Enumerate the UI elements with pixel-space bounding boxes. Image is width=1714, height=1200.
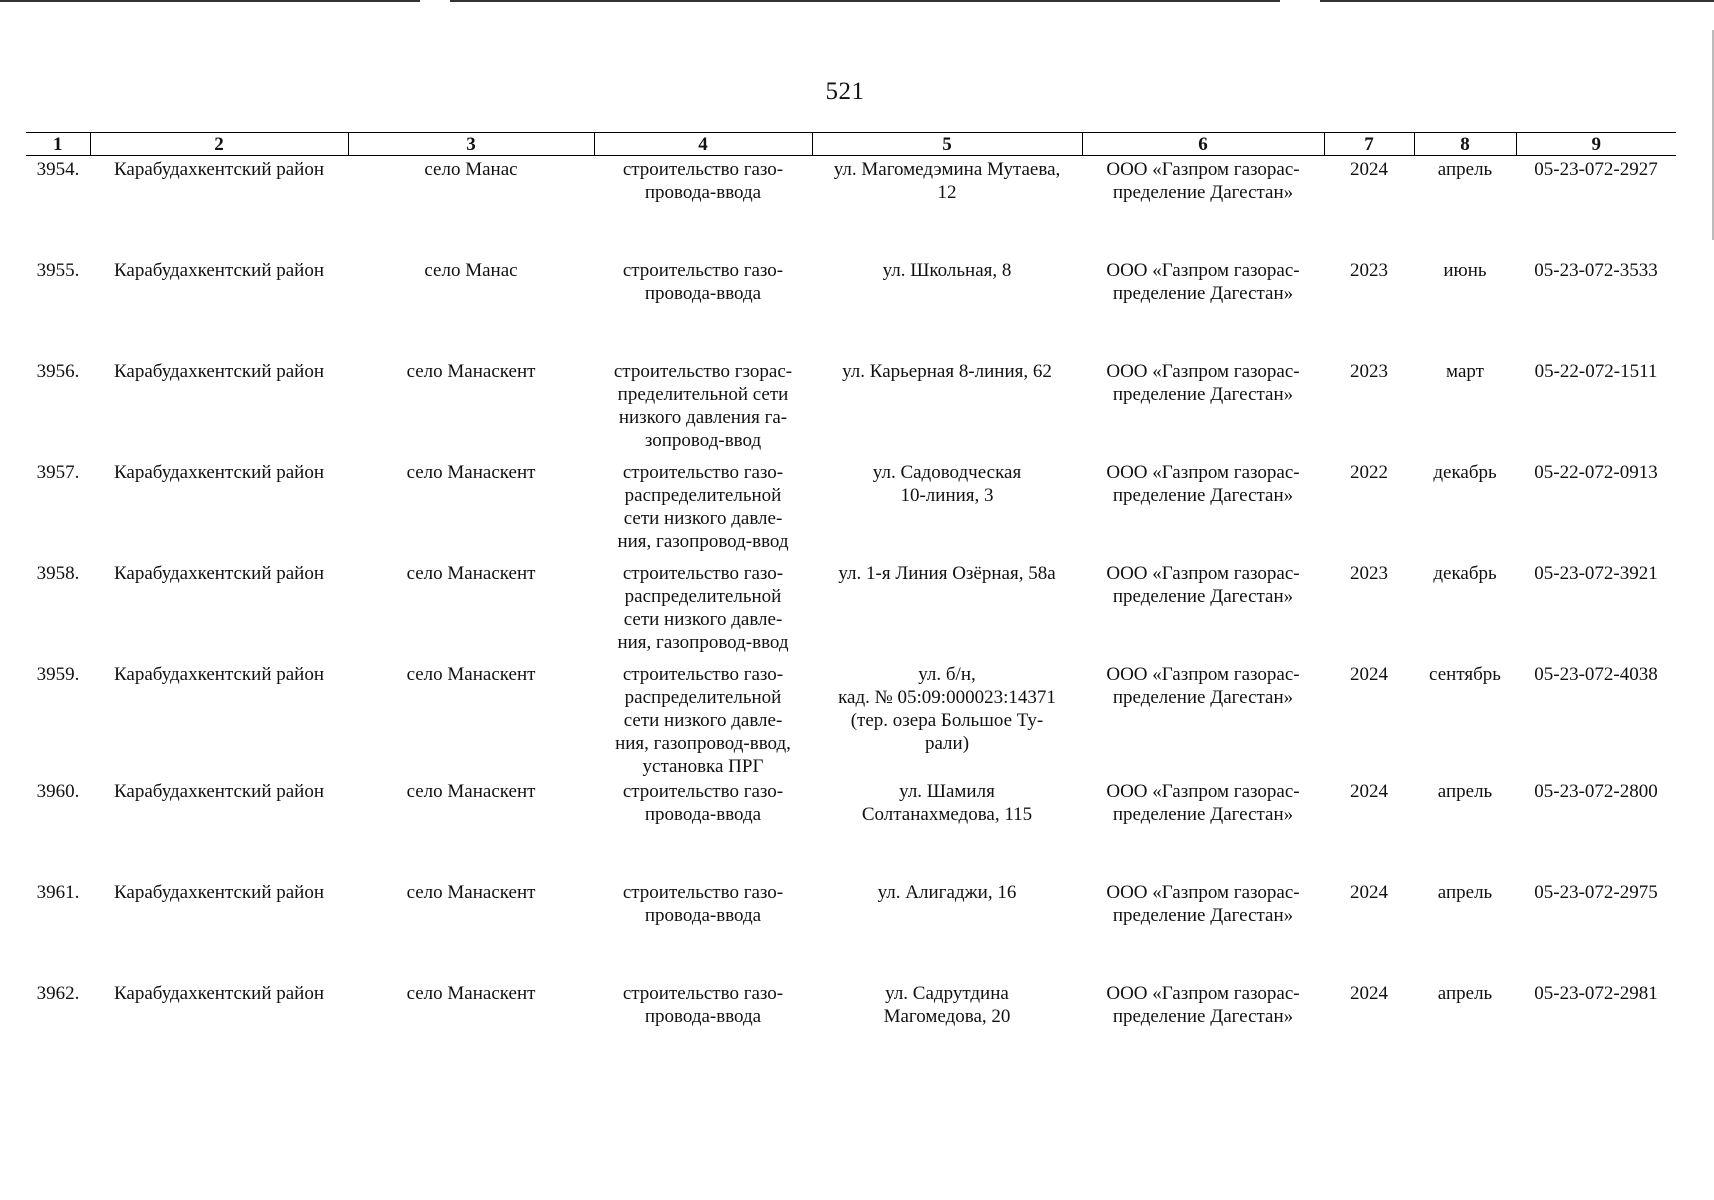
month-value: июнь bbox=[1443, 259, 1487, 281]
locality-name: село Манаскент bbox=[406, 360, 536, 382]
locality-name: село Манаскент bbox=[406, 562, 536, 584]
column-number-header: 7 bbox=[1324, 133, 1414, 156]
row-number: 3962. bbox=[36, 982, 80, 1004]
registry-code: 05-23-072-3921 bbox=[1534, 562, 1658, 584]
column-number-header: 5 bbox=[812, 133, 1082, 156]
row-number: 3956. bbox=[36, 360, 80, 382]
operator-name: ООО «Газпром газорас- пределение Дагестан» bbox=[1106, 562, 1300, 607]
year-value: 2024 bbox=[1350, 663, 1388, 685]
page-number: 521 bbox=[825, 78, 865, 105]
scan-edge-line bbox=[0, 0, 420, 2]
street-address: ул. Алигаджи, 16 bbox=[877, 881, 1017, 903]
work-type: строительство газо- провода-ввода bbox=[622, 881, 784, 926]
table-row bbox=[26, 459, 1676, 560]
work-type: строительство газо- провода-ввода bbox=[622, 259, 784, 304]
year-value: 2024 bbox=[1350, 780, 1388, 802]
street-address: ул. Садоводческая 10-линия, 3 bbox=[872, 461, 1022, 506]
row-number: 3961. bbox=[36, 881, 80, 903]
operator-name: ООО «Газпром газорас- пределение Дагестан» bbox=[1106, 461, 1300, 506]
column-number-row bbox=[26, 133, 1676, 156]
row-number: 3959. bbox=[36, 663, 80, 685]
operator-name: ООО «Газпром газорас- пределение Дагестан» bbox=[1106, 360, 1300, 405]
street-address: ул. Шамиля Солтанахмедова, 115 bbox=[861, 780, 1033, 825]
work-type: строительство гзорас- пределительной сети низкого давления га- зопровод-ввод bbox=[613, 360, 793, 451]
work-type: строительство газо- провода-ввода bbox=[622, 982, 784, 1027]
work-type: строительство газо- распределительной сети низкого давле- ния, газопровод-ввод, установка ПРГ bbox=[615, 663, 791, 777]
registry-code: 05-23-072-2975 bbox=[1534, 881, 1658, 903]
month-value: декабрь bbox=[1433, 562, 1497, 584]
registry-code: 05-22-072-0913 bbox=[1534, 461, 1658, 483]
table-row bbox=[26, 879, 1676, 980]
locality-name: село Манаскент bbox=[406, 663, 536, 685]
registry-code: 05-23-072-4038 bbox=[1534, 663, 1658, 685]
district-name: Карабудахкентский район bbox=[113, 461, 325, 483]
year-value: 2023 bbox=[1350, 562, 1388, 584]
work-type: строительство газо- распределительной сети низкого давле- ния, газопровод-ввод bbox=[617, 461, 789, 552]
locality-name: село Манас bbox=[424, 159, 518, 180]
district-name: Карабудахкентский район bbox=[113, 259, 325, 281]
district-name: Карабудахкентский район bbox=[113, 360, 325, 382]
street-address: ул. б/н, кад. № 05:09:000023:14371 (тер. озера Большое Ту- рали) bbox=[838, 663, 1056, 754]
district-name: Карабудахкентский район bbox=[113, 780, 325, 802]
column-number-header: 6 bbox=[1082, 133, 1324, 156]
column-number-header: 2 bbox=[90, 133, 348, 156]
month-value: март bbox=[1446, 360, 1484, 382]
registry-code: 05-23-072-3533 bbox=[1534, 259, 1658, 281]
work-type: строительство газо- провода-ввода bbox=[622, 780, 784, 825]
year-value: 2024 bbox=[1350, 982, 1388, 1004]
registry-body bbox=[26, 156, 1676, 1081]
district-name: Карабудахкентский район bbox=[113, 159, 325, 180]
locality-name: село Манаскент bbox=[406, 982, 536, 1004]
month-value: декабрь bbox=[1433, 461, 1497, 483]
operator-name: ООО «Газпром газорас- пределение Дагестан» bbox=[1106, 881, 1300, 926]
registry-code: 05-23-072-2800 bbox=[1534, 780, 1658, 802]
column-number-header: 1 bbox=[26, 133, 90, 156]
month-value: сентябрь bbox=[1429, 663, 1501, 685]
registry-code: 05-23-072-2981 bbox=[1534, 982, 1658, 1004]
street-address: ул. 1-я Линия Озёрная, 58а bbox=[838, 562, 1056, 584]
locality-name: село Манаскент bbox=[406, 461, 536, 483]
row-number: 3955. bbox=[36, 259, 80, 281]
operator-name: ООО «Газпром газорас- пределение Дагестан» bbox=[1106, 780, 1300, 825]
table-row bbox=[26, 560, 1676, 661]
street-address: ул. Садрутдина Магомедова, 20 bbox=[883, 982, 1011, 1027]
operator-name: ООО «Газпром газорас- пределение Дагестан» bbox=[1106, 982, 1300, 1027]
locality-name: село Манаскент bbox=[406, 780, 536, 802]
locality-name: село Манаскент bbox=[406, 881, 536, 903]
year-value: 2024 bbox=[1350, 881, 1388, 903]
street-address: ул. Карьерная 8-линия, 62 bbox=[842, 360, 1052, 382]
year-value: 2023 bbox=[1350, 259, 1388, 281]
row-number: 3957. bbox=[36, 461, 80, 483]
district-name: Карабудахкентский район bbox=[113, 982, 325, 1004]
month-value: апрель bbox=[1437, 982, 1493, 1004]
table-row bbox=[26, 661, 1676, 778]
column-number-header: 8 bbox=[1414, 133, 1516, 156]
row-number: 3960. bbox=[36, 780, 80, 802]
registry-code: 05-22-072-1511 bbox=[1534, 360, 1658, 382]
table-row bbox=[26, 980, 1676, 1081]
operator-name: ООО «Газпром газорас- пределение Дагестан» bbox=[1106, 159, 1300, 203]
street-address: ул. Школьная, 8 bbox=[882, 259, 1012, 281]
column-number-header: 9 bbox=[1516, 133, 1676, 156]
district-name: Карабудахкентский район bbox=[113, 562, 325, 584]
registry-table bbox=[26, 132, 1676, 1081]
operator-name: ООО «Газпром газорас- пределение Дагестан» bbox=[1106, 259, 1300, 304]
table-row bbox=[26, 257, 1676, 358]
column-number-header: 3 bbox=[348, 133, 594, 156]
locality-name: село Манас bbox=[424, 259, 518, 281]
row-number: 3958. bbox=[36, 562, 80, 584]
table-row bbox=[26, 778, 1676, 879]
month-value: апрель bbox=[1437, 881, 1493, 903]
work-type: строительство газо- распределительной сети низкого давле- ния, газопровод-ввод bbox=[617, 562, 789, 653]
district-name: Карабудахкентский район bbox=[113, 663, 325, 685]
year-value: 2022 bbox=[1350, 461, 1388, 483]
scan-edge-line bbox=[1320, 0, 1714, 2]
year-value: 2024 bbox=[1350, 159, 1388, 180]
street-address: ул. Магомедэмина Мутаева, 12 bbox=[833, 159, 1061, 203]
district-name: Карабудахкентский район bbox=[113, 881, 325, 903]
operator-name: ООО «Газпром газорас- пределение Дагестан» bbox=[1106, 663, 1300, 708]
row-number: 3954. bbox=[36, 159, 80, 180]
month-value: апрель bbox=[1437, 159, 1493, 180]
table-row bbox=[26, 156, 1676, 257]
scan-edge-line bbox=[450, 0, 1280, 2]
registry-code: 05-23-072-2927 bbox=[1534, 159, 1658, 180]
month-value: апрель bbox=[1437, 780, 1493, 802]
work-type: строительство газо- провода-ввода bbox=[622, 159, 784, 203]
year-value: 2023 bbox=[1350, 360, 1388, 382]
table-row bbox=[26, 358, 1676, 459]
column-number-header: 4 bbox=[594, 133, 812, 156]
